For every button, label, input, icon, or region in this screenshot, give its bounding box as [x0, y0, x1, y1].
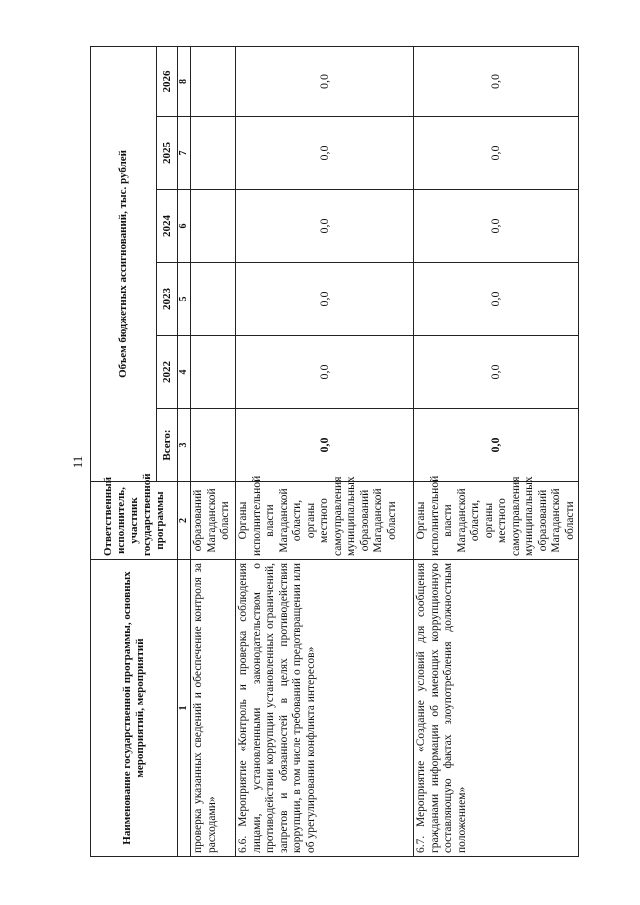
header-year: 2023 [157, 263, 178, 336]
row-value [191, 46, 236, 116]
row-executor: Органы исполнительной власти Магаданской области, органы местного самоуправления муниципальных образований Магаданской области [414, 482, 579, 560]
row-value: 0,0 [414, 117, 579, 190]
header-budget: Объем бюджетных ассигнований, тыс. рублей [91, 46, 157, 481]
header-total: Всего: [157, 409, 178, 482]
page-number: 11 [70, 455, 85, 469]
row-value: 0,0 [236, 336, 414, 409]
row-value: 0,0 [236, 190, 414, 263]
row-value: 0,0 [236, 117, 414, 190]
table-row [236, 46, 414, 856]
column-number: 4 [178, 336, 191, 409]
row-value: 0,0 [414, 46, 579, 116]
rotated-page [90, 47, 576, 857]
row-total [191, 409, 236, 482]
header-name: Наименование государственной программы, основных мероприятий, мероприятий [91, 560, 178, 857]
table-row [414, 46, 579, 856]
row-name: 6.6. Мероприятие «Контроль и проверка соблюдения лицами, установленными законодательством о противодействии коррупции установленных ограничений, запретов и обязанностей в целях противодействия коррупции, в том числе требований о предотвращении или об урегулировании конфликта интересов» [236, 560, 414, 857]
column-number: 5 [178, 263, 191, 336]
row-total: 0,0 [236, 409, 414, 482]
column-number: 7 [178, 117, 191, 190]
row-value [191, 263, 236, 336]
row-executor: образований Магаданской области [191, 482, 236, 560]
table-row [191, 46, 236, 856]
header-executor: Ответственный исполнитель, участник государственной программы [91, 482, 178, 560]
header-year: 2024 [157, 190, 178, 263]
row-name: 6.7. Мероприятие «Создание условий для сообщения гражданами информации об имеющих коррупционную составляющую фактах злоупотребления должностным положением» [414, 560, 579, 857]
column-number: 8 [178, 46, 191, 116]
row-value [191, 336, 236, 409]
row-name: проверка указанных сведений и обеспечение контроля за расходами» [191, 560, 236, 857]
column-number: 2 [178, 482, 191, 560]
row-value: 0,0 [414, 190, 579, 263]
header-year: 2022 [157, 336, 178, 409]
column-number-row [178, 46, 191, 856]
column-number: 6 [178, 190, 191, 263]
row-value: 0,0 [414, 336, 579, 409]
row-total: 0,0 [414, 409, 579, 482]
row-value: 0,0 [414, 263, 579, 336]
column-number: 3 [178, 409, 191, 482]
column-number: 1 [178, 560, 191, 857]
row-value [191, 117, 236, 190]
row-value [191, 190, 236, 263]
header-year: 2026 [157, 46, 178, 116]
row-executor: Органы исполнительной власти Магаданской области, органы местного самоуправления муниципальных образований Магаданской области [236, 482, 414, 560]
header-year: 2025 [157, 117, 178, 190]
row-value: 0,0 [236, 263, 414, 336]
budget-table [90, 46, 579, 857]
row-value: 0,0 [236, 46, 414, 116]
